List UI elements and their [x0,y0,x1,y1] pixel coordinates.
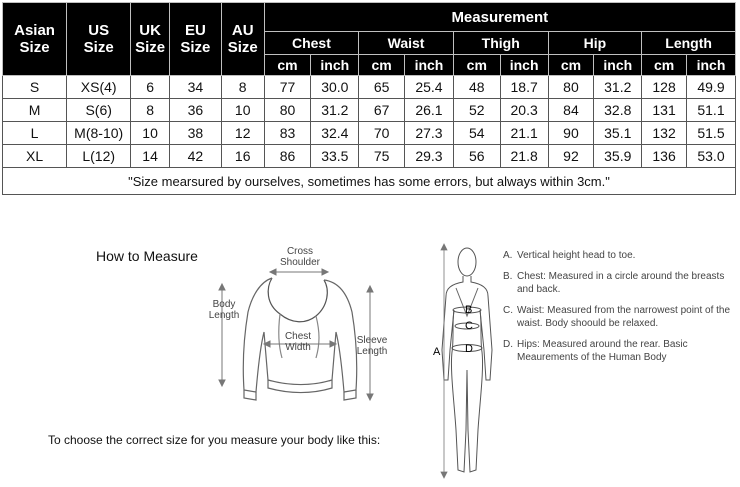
label-d: D [465,343,473,355]
header-thigh: Thigh [453,32,548,55]
header-waist: Waist [359,32,454,55]
table-cell: 31.2 [311,99,359,122]
body-length-label [204,299,244,321]
table-cell: 8 [221,76,264,99]
table-cell: 83 [264,122,311,145]
cross-shoulder-line2: Shoulder [279,257,321,268]
note-c: C. Waist: Measured from the narrowest point of the waist. Body shoould be relaxed. [503,304,731,329]
table-cell: 35.1 [594,122,642,145]
unit-header: cm [359,55,405,76]
sleeve-length-line2: Length [356,346,388,357]
chest-width-label [276,331,320,353]
table-cell: S(6) [67,99,131,122]
table-cell: 14 [131,145,170,168]
table-cell: M [3,99,67,122]
table-cell: 128 [642,76,687,99]
header-chest: Chest [264,32,359,55]
unit-header: cm [642,55,687,76]
table-cell: XS(4) [67,76,131,99]
table-cell: 33.5 [311,145,359,168]
table-cell: 34 [169,76,221,99]
unit-header: inch [594,55,642,76]
table-cell: 80 [548,76,594,99]
table-cell: 16 [221,145,264,168]
note-b: B. Chest: Measured in a circle around the breasts and back. [503,270,725,295]
table-cell: 77 [264,76,311,99]
table-cell: 52 [453,99,500,122]
table-cell: 53.0 [686,145,735,168]
table-cell: 35.9 [594,145,642,168]
table-cell: 32.4 [311,122,359,145]
size-note: "Size mearsured by ourselves, sometimes has some errors, but always within 3cm." [3,168,736,195]
table-cell: M(8-10) [67,122,131,145]
table-cell: 51.5 [686,122,735,145]
table-cell: 136 [642,145,687,168]
size-chart-table [2,2,736,195]
table-cell: 10 [131,122,170,145]
table-cell: 8 [131,99,170,122]
table-cell: 131 [642,99,687,122]
table-cell: 38 [169,122,221,145]
sleeve-length-label [350,335,394,357]
header-uk-size: UK Size [131,3,170,76]
measurement-notes [503,249,739,372]
table-body [3,76,736,168]
table-cell: 18.7 [500,76,548,99]
header-length: Length [642,32,736,55]
label-c: C [465,320,473,332]
cross-shoulder-line1: Cross [286,246,314,257]
table-cell: L [3,122,67,145]
header-eu-size: EU Size [169,3,221,76]
table-cell: 132 [642,122,687,145]
table-cell: 20.3 [500,99,548,122]
unit-header: inch [311,55,359,76]
header-measurement: Measurement [264,3,735,32]
unit-header: cm [264,55,311,76]
table-cell: 36 [169,99,221,122]
table-row [3,99,736,122]
how-to-measure-title: How to Measure [96,248,198,264]
table-cell: 42 [169,145,221,168]
table-cell: 54 [453,122,500,145]
note-a: A. Vertical height head to toe. [503,250,636,261]
table-cell: 84 [548,99,594,122]
note-d: D. Hips: Measured around the rear. Basic Meaurements of the Human Body [503,338,688,363]
table-cell: 70 [359,122,405,145]
table-cell: 51.1 [686,99,735,122]
unit-header: inch [405,55,454,76]
body-figure-diagram [430,240,500,485]
table-cell: XL [3,145,67,168]
unit-header: cm [453,55,500,76]
unit-header: cm [548,55,594,76]
label-a: A [433,346,441,358]
choose-size-instruction: To choose the correct size for you measure your body like this: [48,433,381,447]
table-cell: 56 [453,145,500,168]
unit-header: inch [686,55,735,76]
header-asian-size: Asian Size [3,3,67,76]
body-length-line1: Body [212,299,236,310]
sleeve-length-line1: Sleeve [356,335,388,346]
chest-width-line1: Chest [284,331,312,342]
table-cell: 31.2 [594,76,642,99]
table-cell: 90 [548,122,594,145]
chest-width-line2: Width [285,342,311,353]
table-cell: 65 [359,76,405,99]
table-cell: 75 [359,145,405,168]
table-cell: 29.3 [405,145,454,168]
table-cell: 12 [221,122,264,145]
header-hip: Hip [548,32,642,55]
header-us-size: US Size [67,3,131,76]
table-cell: 67 [359,99,405,122]
table-row [3,122,736,145]
cross-shoulder-label [270,246,330,268]
table-cell: 21.1 [500,122,548,145]
table-cell: 86 [264,145,311,168]
table-cell: 26.1 [405,99,454,122]
header-au-size: AU Size [221,3,264,76]
table-row [3,76,736,99]
table-cell: 49.9 [686,76,735,99]
unit-header: inch [500,55,548,76]
table-cell: L(12) [67,145,131,168]
table-cell: 32.8 [594,99,642,122]
table-cell: 48 [453,76,500,99]
table-cell: 80 [264,99,311,122]
table-cell: S [3,76,67,99]
body-length-line2: Length [208,310,240,321]
table-cell: 30.0 [311,76,359,99]
table-cell: 21.8 [500,145,548,168]
table-cell: 92 [548,145,594,168]
table-cell: 27.3 [405,122,454,145]
table-cell: 6 [131,76,170,99]
table-row [3,145,736,168]
table-cell: 25.4 [405,76,454,99]
label-b: B [465,304,473,316]
table-cell: 10 [221,99,264,122]
